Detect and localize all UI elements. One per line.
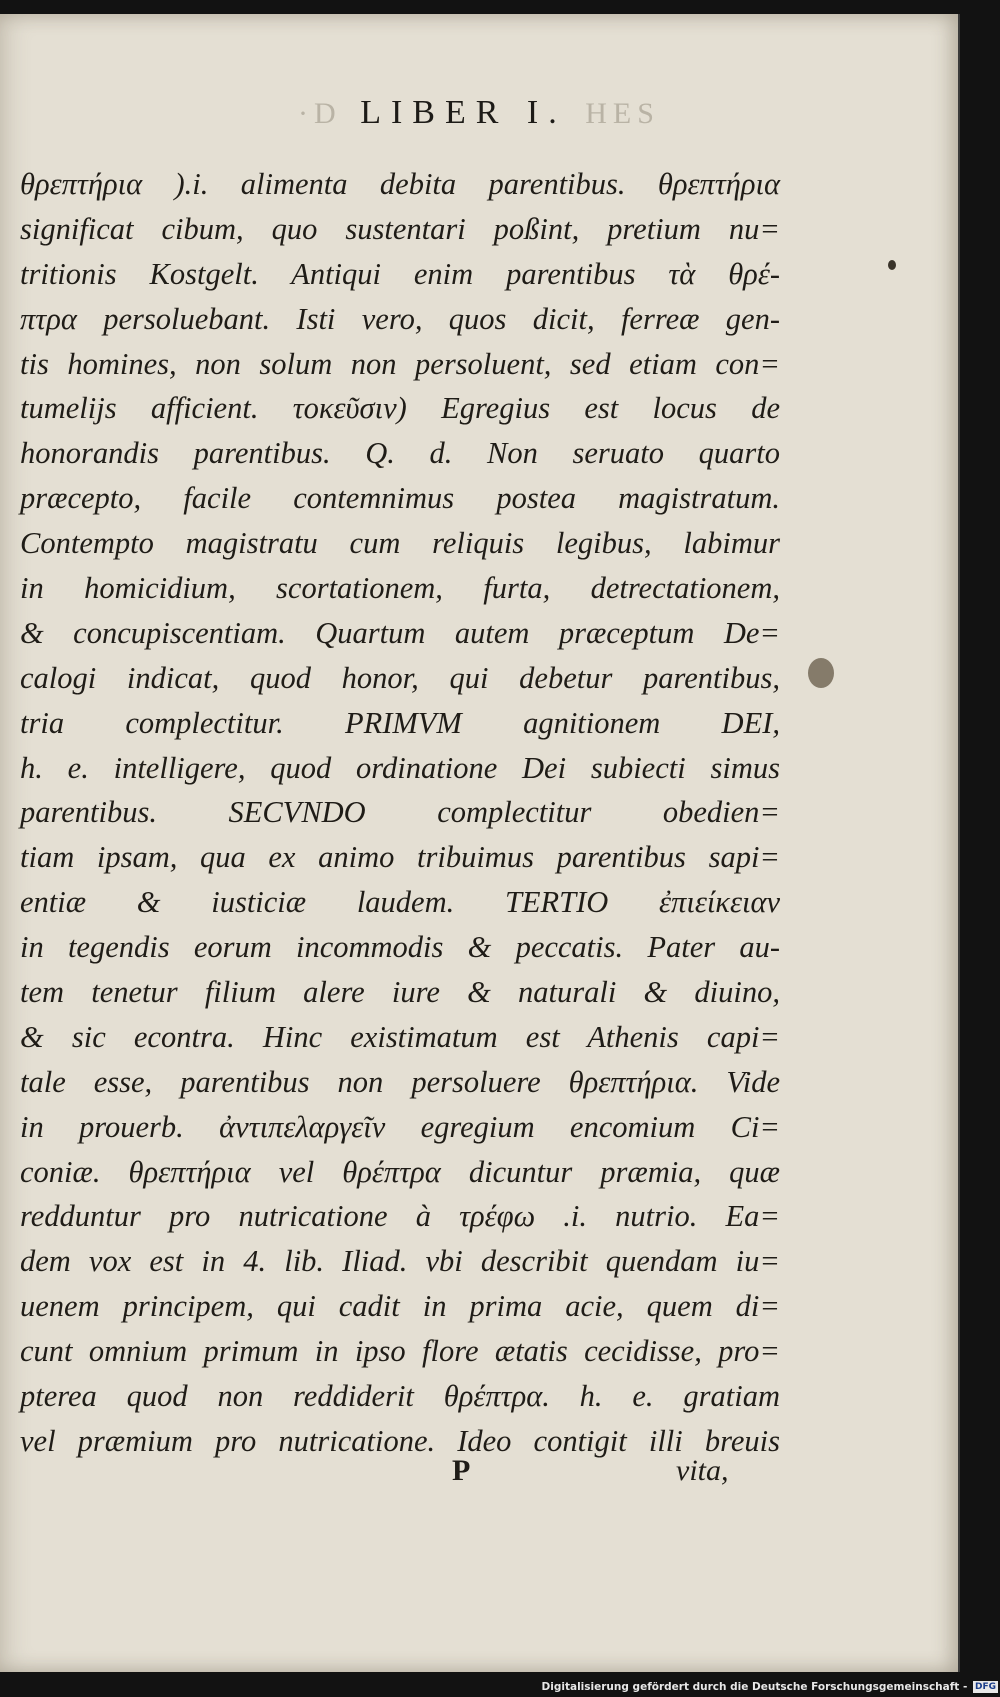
- book-page: [0, 14, 960, 1672]
- text-line: vel præmium pro nutricatione. Ideo contigit illi breuis: [20, 1423, 780, 1458]
- catchword: vita,: [676, 1454, 729, 1487]
- text-line: uenem principem, qui cadit in prima acie, quem di=: [20, 1289, 780, 1324]
- text-line: in homicidium, scortationem, furta, detrectationem,: [20, 571, 780, 606]
- text-line: tumelijs afficient. τοκεῦσιν) Egregius est locus de: [20, 391, 780, 426]
- text-line: tritionis Kostgelt. Antiqui enim parentibus τὰ θρέ-: [20, 256, 780, 291]
- text-line: parentibus. SECVNDO complectitur obedien=: [20, 795, 780, 830]
- text-line: pterea quod non reddiderit θρέπτρα. h. e. gratiam: [20, 1379, 780, 1414]
- text-line: significat cibum, quo sustentari poßint, pretium nu=: [20, 211, 780, 246]
- text-line: tiam ipsam, qua ex animo tribuimus parentibus sapi=: [20, 840, 780, 875]
- digitization-credit: [542, 1679, 998, 1695]
- running-header: [0, 94, 958, 132]
- dfg-logo: DFG: [974, 1682, 996, 1692]
- text-line: coniæ. θρεπτήρια vel θρέπτρα dicuntur præmia, quæ: [20, 1154, 780, 1189]
- bleed-through-right: HES: [585, 97, 660, 130]
- text-line: in tegendis eorum incommodis & peccatis. Pater au-: [20, 930, 780, 965]
- page-footer: [0, 1454, 958, 1504]
- text-line: πτρα persoluebant. Isti vero, quos dicit, ferreæ gen-: [20, 301, 780, 336]
- text-line: h. e. intelligere, quod ordinatione Dei subiecti simus: [20, 750, 780, 785]
- credit-text: Digitalisierung gefördert durch die Deutsche Forschungsgemeinschaft -: [541, 1681, 968, 1693]
- text-line: Contempto magistratu cum reliquis legibus, labimur: [20, 526, 780, 561]
- text-line: calogi indicat, quod honor, qui debetur parentibus,: [20, 660, 780, 695]
- text-line: tria complectitur. PRIMVM agnitionem DEI,: [20, 705, 780, 740]
- text-line: redduntur pro nutricatione à τρέφω .i. nutrio. Ea=: [20, 1199, 780, 1234]
- text-line: & concupiscentiam. Quartum autem præceptum De=: [20, 615, 780, 650]
- text-line: tem tenetur filium alere iure & naturali & diuino,: [20, 975, 780, 1010]
- ink-spot: [888, 260, 896, 270]
- text-line: in prouerb. ἀντιπελαργεῖν egregium encomium Ci=: [20, 1109, 780, 1144]
- body-text: [20, 162, 780, 1464]
- text-line: præcepto, facile contemnimus postea magistratum.: [20, 481, 780, 516]
- text-line: dem vox est in 4. lib. Iliad. vbi describit quendam iu=: [20, 1244, 780, 1279]
- text-line: cunt omnium primum in ipso flore ætatis cecidisse, pro=: [20, 1334, 780, 1369]
- stain-spot: [808, 658, 834, 688]
- text-line: tis homines, non solum non persoluent, sed etiam con=: [20, 346, 780, 381]
- text-line: entiæ & iusticiæ laudem. TERTIO ἐπιείκειαν: [20, 885, 780, 920]
- text-line: & sic econtra. Hinc existimatum est Athenis capi=: [20, 1019, 780, 1054]
- page-title: LIBER I.: [360, 94, 567, 131]
- bleed-through-left: ·D: [298, 97, 342, 130]
- signature-mark: P: [452, 1454, 471, 1487]
- text-line: tale esse, parentibus non persoluere θρεπτήρια. Vide: [20, 1064, 780, 1099]
- text-line: θρεπτήρια ).i. alimenta debita parentibus. θρεπτήρια: [20, 167, 780, 201]
- text-line: honorandis parentibus. Q. d. Non seruato quarto: [20, 436, 780, 471]
